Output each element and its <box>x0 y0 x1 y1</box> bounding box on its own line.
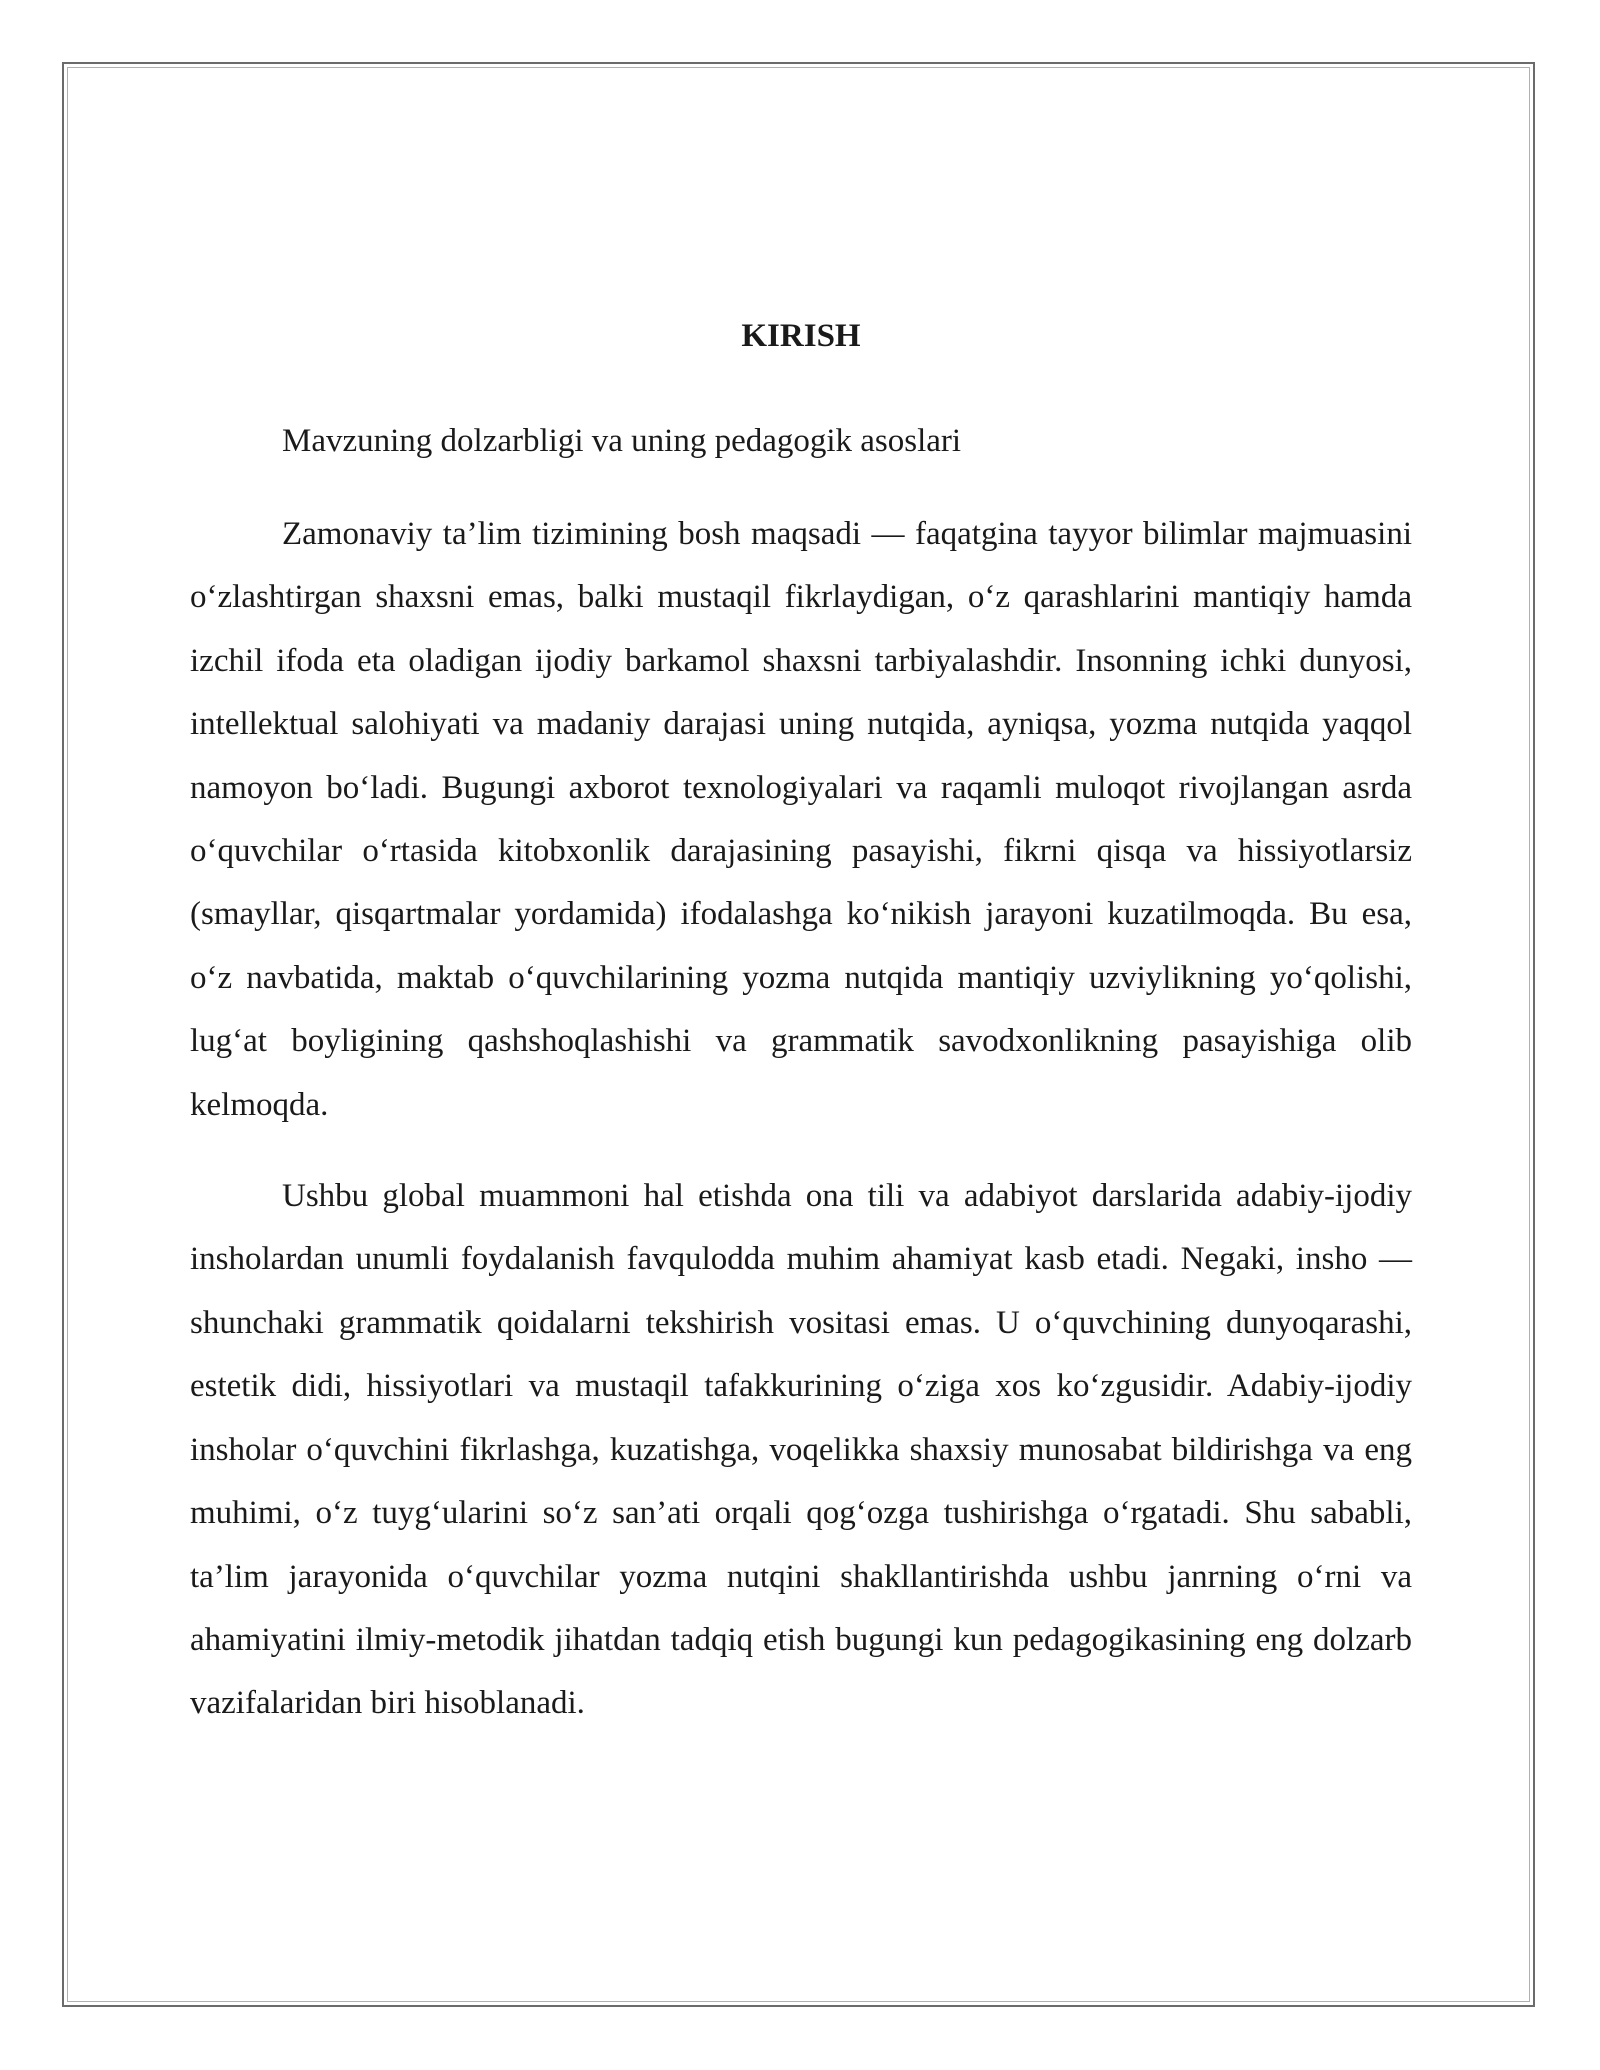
section-subtitle: Mavzuning dolzarbligi va uning pedagogik asoslari <box>282 423 962 459</box>
paragraph-1: Zamonaviy ta’lim tizimining bosh maqsadi — faqatgina tayyor bilimlar majmuasini oʻzlashtirgan shaxsni emas, balki mustaqil fikrlaydigan, oʻz qarashlarini mantiqiy hamda izchil ifoda eta oladigan ijodiy barkamol shaxsni tarbiyalashdir. Insonning ichki dunyosi, intellektual salohiyati va madaniy darajasi uning nutqida, ayniqsa, yozma nutqida yaqqol namoyon boʻladi. Bugungi axborot texnologiyalari va raqamli muloqot rivojlangan asrda oʻquvchilar oʻrtasida kitobxonlik darajasining pasayishi, fikrni qisqa va hissiyotlarsiz (smayllar, qisqartmalar yordamida) ifodalashga koʻnikish jarayoni kuzatilmoqda. Bu esa, oʻz navbatida, maktab oʻquvchilarining yozma nutqida mantiqiy uzviylikning yoʻqolishi, lugʻat boyligining qashshoqlashishi va grammatik savodxonlikning pasayishiga olib kelmoqda. <box>190 516 1412 1123</box>
document-title: KIRISH <box>741 318 861 354</box>
paragraph-2: Ushbu global muammoni hal etishda ona tili va adabiyot darslarida adabiy-ijodiy insholardan unumli foydalanish favqulodda muhim ahamiyat kasb etadi. Negaki, insho — shunchaki grammatik qoidalarni tekshirish vositasi emas. U oʻquvchining dunyoqarashi, estetik didi, hissiyotlari va mustaqil tafakkurining oʻziga xos koʻzgusidir. Adabiy-ijodiy insholar oʻquvchini fikrlashga, kuzatishga, voqelikka shaxsiy munosabat bildirishga va eng muhimi, oʻz tuygʻularini soʻz san’ati orqali qogʻozga tushirishga oʻrgatadi. Shu sababli, ta’lim jarayonida oʻquvchilar yozma nutqini shakllantirishda ushbu janrning oʻrni va ahamiyatini ilmiy-metodik jihatdan tadqiq etish bugungi kun pedagogikasining eng dolzarb vazifalaridan biri hisoblanadi. <box>190 1178 1412 1722</box>
document-body <box>190 312 1412 1736</box>
